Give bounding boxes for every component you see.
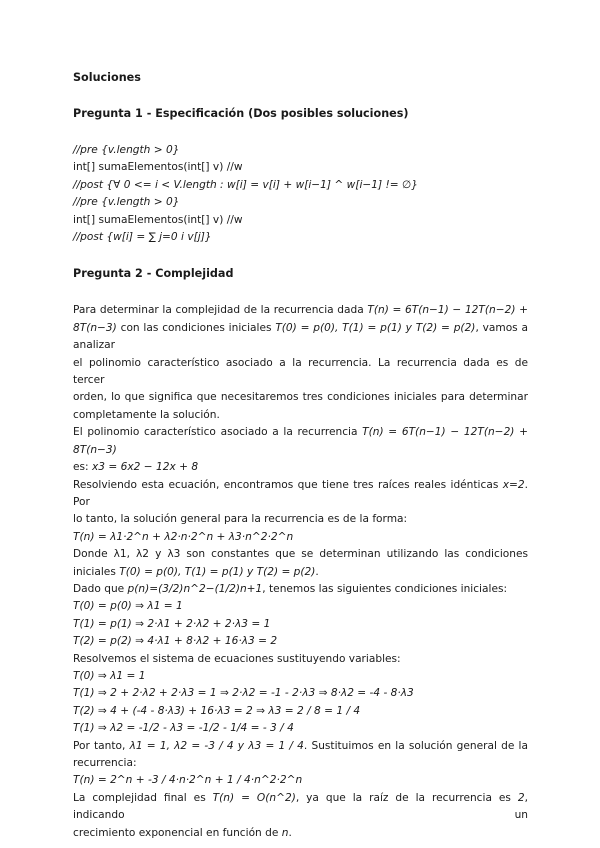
text-line: El polinomio característico asociado a la recurrencia T(n) = 6T(n−1) − 12T(n−2) + 8T(n−3) <box>73 426 528 456</box>
equation: T(1) ⇒ λ2 = -1/2 - λ3 = -1/2 - 1/4 = - 3 / 4 <box>73 722 294 735</box>
text-line: lo tanto, la solución general para la recurrencia es de la forma: <box>73 513 408 526</box>
equation: T(n) = 2^n + -3 / 4·n·2^n + 1 / 4·n^2·2^n <box>73 774 303 787</box>
text-line: recurrencia: <box>73 757 137 769</box>
paragraph-system <box>73 651 528 738</box>
paragraph-roots <box>73 477 528 547</box>
equation: T(2) = p(2) ⇒ 4·λ1 + 8·λ2 + 16·λ3 = 2 <box>73 635 278 648</box>
formula: T(n) = O(n^2) <box>212 791 296 804</box>
text-line: Donde λ1, λ2 y λ3 son constantes que se determinan utilizando las condiciones <box>73 548 528 561</box>
formula: 8T(n−3) <box>73 321 117 334</box>
question-2-heading: Pregunta 2 - Complejidad <box>73 267 234 281</box>
equation: T(0) = p(0) ⇒ λ1 = 1 <box>73 600 183 613</box>
formula: λ1 = 1, λ2 = -3 / 4 y λ3 = 1 / 4 <box>129 739 304 752</box>
equation: T(1) ⇒ 2 + 2·λ2 + 2·λ3 = 1 ⇒ 2·λ2 = -1 - 2·λ3 ⇒ 8·λ2 = -4 - 8·λ3 <box>73 687 414 700</box>
text-line: La complejidad final es T(n) = O(n^2), ya que la raíz de la recurrencia es 2, indicando un <box>73 791 528 822</box>
text-line: Resolvemos el sistema de ecuaciones sustituyendo variables: <box>73 652 401 665</box>
question-1-heading: Pregunta 1 - Especificación (Dos posibles soluciones) <box>73 107 409 120</box>
paragraph-substitution <box>73 738 528 790</box>
equation: T(1) = p(1) ⇒ 2·λ1 + 2·λ2 + 2·λ3 = 1 <box>73 617 271 630</box>
paragraph-intro <box>73 302 528 424</box>
paragraph-initial-conditions <box>73 581 528 651</box>
text-line: es: x3 = 6x2 − 12x + 8 <box>73 461 199 474</box>
formula: T(n) = 6T(n−1) − 12T(n−2) + <box>367 304 528 317</box>
formula: x=2 <box>502 478 525 491</box>
code-line: //pre {v.length > 0} <box>73 196 180 209</box>
equation: T(2) ⇒ 4 + (-4 - 8·λ3) + 16·λ3 = 2 ⇒ λ3 = 2 / 8 = 1 / 4 <box>73 704 361 717</box>
document-page <box>73 70 528 842</box>
text-line: orden, lo que significa que necesitaremos tres condiciones iniciales para determinar <box>73 391 528 404</box>
paragraph-polynomial <box>73 424 528 476</box>
code-line: //pre {v.length > 0} <box>73 144 180 156</box>
formula: n <box>281 826 289 839</box>
equation: T(n) = λ1·2^n + λ2·n·2^n + λ3·n^2·2^n <box>73 530 294 543</box>
formula: x3 = 6x2 − 12x + 8 <box>91 461 199 474</box>
code-line: int[] sumaElementos(int[] v) //w <box>73 213 243 226</box>
code-line: //post {w[i] = ∑ j=0 i v[j]} <box>73 231 212 244</box>
formula: T(0) = p(0), T(1) = p(1) y T(2) = p(2) <box>275 321 476 334</box>
paragraph-constants <box>73 546 528 581</box>
text-line: Para determinar la complejidad de la recurrencia dada T(n) = 6T(n−1) − 12T(n−2) + <box>73 304 528 317</box>
text-line: Dado que p(n)=(3/2)n^2−(1/2)n+1, tenemos las siguientes condiciones iniciales: <box>73 582 508 595</box>
text-line: crecimiento exponencial en función de n. <box>73 826 292 839</box>
formula: p(n)=(3/2)n^2−(1/2)n+1 <box>127 582 263 595</box>
equation: T(0) ⇒ λ1 = 1 <box>73 669 146 682</box>
text-line: Por tanto, λ1 = 1, λ2 = -3 / 4 y λ3 = 1 / 4. Sustituimos en la solución general de la <box>73 739 528 752</box>
formula: 2 <box>517 791 525 804</box>
text-line: el polinomio característico asociado a la recurrencia. La recurrencia dada es de tercer <box>73 356 528 387</box>
text-line: 8T(n−3) con las condiciones iniciales T(0) = p(0), T(1) = p(1) y T(2) = p(2), vamos a analizar <box>73 321 528 352</box>
text-line: completamente la solución. <box>73 408 220 421</box>
text-line: Resolviendo esta ecuación, encontramos que tiene tres raíces reales idénticas x=2. Por <box>73 478 528 508</box>
paragraph-conclusion <box>73 790 528 842</box>
text-line: iniciales T(0) = p(0), T(1) = p(1) y T(2) = p(2). <box>73 565 319 578</box>
code-block <box>73 142 528 246</box>
page-title: Soluciones <box>73 71 141 84</box>
formula: T(0) = p(0), T(1) = p(1) y T(2) = p(2) <box>119 565 316 578</box>
code-line: //post {∀ 0 <= i < V.length : w[i] = v[i] + w[i−1] ^ w[i−1] != ∅} <box>73 178 418 191</box>
code-line: int[] sumaElementos(int[] v) //w <box>73 161 243 174</box>
formula: T(n) = 6T(n−1) − 12T(n−2) + 8T(n−3) <box>73 426 528 456</box>
